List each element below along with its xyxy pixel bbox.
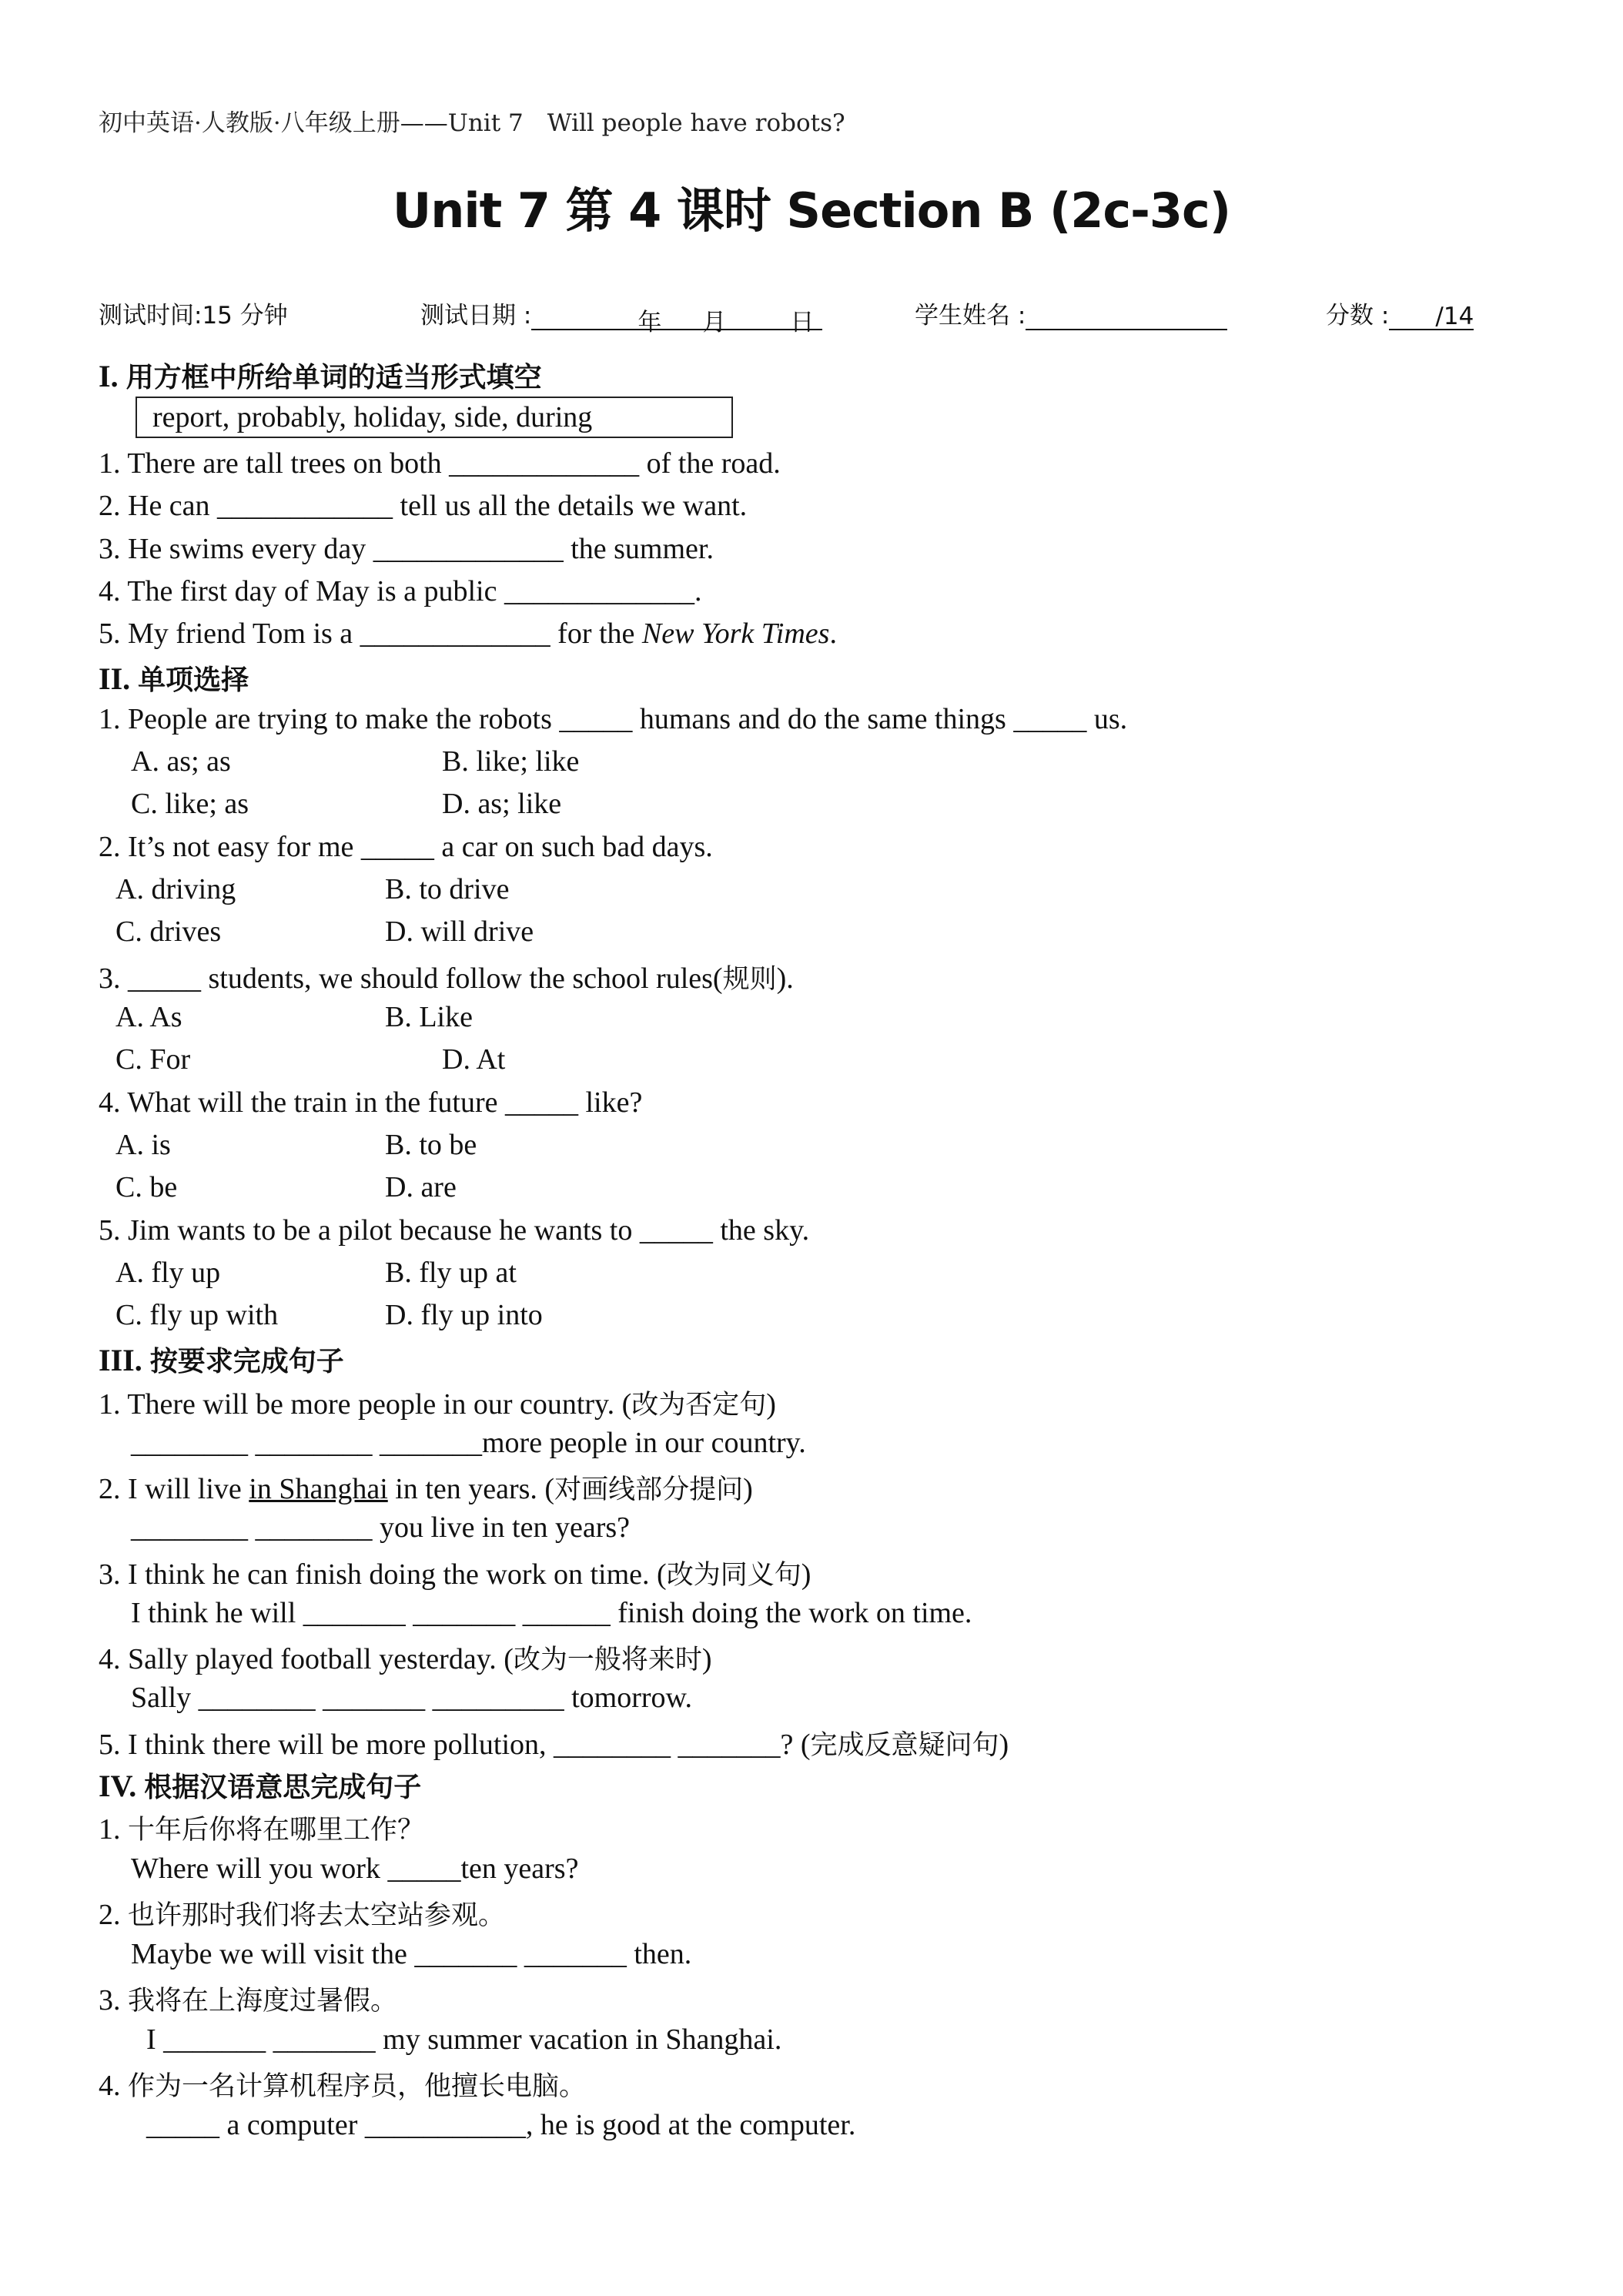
- s1-q2-blank[interactable]: ____________: [217, 490, 393, 522]
- s1-q4: [99, 574, 701, 608]
- s3-q2-post: in ten years. (: [387, 1473, 555, 1505]
- section-4-title: 根据汉语意思完成句子: [144, 1772, 422, 1803]
- s2-q3-option-d[interactable]: D. At: [442, 1043, 506, 1076]
- s3-q3-instruction: 改为同义句: [666, 1560, 801, 1591]
- score: [1326, 296, 1474, 330]
- s2-q3-option-c[interactable]: C. For: [115, 1043, 191, 1076]
- s3-q4-end: ): [701, 1643, 712, 1675]
- section-2-heading: [99, 658, 249, 698]
- s3-q4-instruction: 改为一般将来时: [513, 1645, 702, 1675]
- s1-q1-pre: 1. There are tall trees on both: [99, 447, 450, 480]
- section-3-heading: [99, 1340, 344, 1379]
- section-3-number: III.: [99, 1343, 142, 1377]
- s3-q1: [99, 1384, 776, 1422]
- s1-q3-pre: 3. He swims every day: [99, 533, 373, 565]
- s1-q4-pre: 4. The first day of May is a public: [99, 575, 504, 607]
- s4-q1-chinese: 十年后你将在哪里工作？: [128, 1815, 425, 1846]
- s1-q5-post: for the: [550, 618, 642, 650]
- year-label: 年: [637, 309, 662, 336]
- s1-q5: [99, 617, 837, 651]
- s2-q3-stem-text: 3. _____ students, we should follow the school rules(: [99, 962, 723, 995]
- s3-q3-answer[interactable]: I think he will _______ _______ ______ finish doing the work on time.: [131, 1597, 972, 1629]
- score-label: 分数 :: [1326, 302, 1390, 330]
- s2-q2-option-d[interactable]: D. will drive: [385, 915, 534, 948]
- s3-q5-text: 5. I think there will be more pollution, ________ _______? (: [99, 1729, 811, 1761]
- s4-q2-number: 2.: [99, 1899, 121, 1931]
- s1-q5-pre: 5. My friend Tom is a: [99, 618, 360, 650]
- section-1-title: 用方框中所给单词的适当形式填空: [125, 362, 542, 393]
- s1-q5-italic: New York Times: [641, 618, 830, 650]
- s4-q4-prompt: [99, 2065, 586, 2104]
- s2-q5-option-b[interactable]: B. fly up at: [385, 1257, 517, 1289]
- s1-q1-post: of the road.: [639, 447, 781, 480]
- s4-q3-chinese: 我将在上海度过暑假。: [128, 1986, 398, 2017]
- s1-q2-pre: 2. He can: [99, 490, 218, 522]
- s4-q2-prompt: [99, 1894, 505, 1933]
- s1-q5-blank[interactable]: _____________: [360, 618, 550, 650]
- s2-q3-stem-zh: 规则: [722, 964, 777, 995]
- s4-q4-answer[interactable]: _____ a computer ___________, he is good at the computer.: [146, 2109, 856, 2141]
- s4-q2-answer[interactable]: Maybe we will visit the _______ _______ then.: [131, 1938, 692, 1970]
- test-date: [420, 296, 822, 336]
- s2-q2-option-b[interactable]: B. to drive: [385, 873, 510, 905]
- s2-q2-option-c[interactable]: C. drives: [115, 915, 222, 948]
- s2-q2-option-a[interactable]: A. driving: [115, 873, 236, 905]
- s2-q2-stem: 2. It’s not easy for me _____ a car on such bad days.: [99, 831, 713, 863]
- page-header: 初中英语·人教版·八年级上册——Unit 7 Will people have robots?: [99, 109, 845, 137]
- name-field[interactable]: [1026, 303, 1227, 330]
- s4-q4-chinese: 作为一名计算机程序员，他擅长电脑。: [128, 2071, 587, 2102]
- section-2-number: II.: [99, 661, 131, 696]
- month-label: 月: [702, 309, 727, 336]
- s1-q1: [99, 447, 781, 480]
- section-1-heading: [99, 356, 542, 395]
- s2-q3-stem: [99, 958, 794, 996]
- s2-q5-stem: 5. Jim wants to be a pilot because he wants to _____ the sky.: [99, 1214, 810, 1247]
- s3-q4-answer[interactable]: Sally ________ _______ _________ tomorrow.: [131, 1682, 693, 1714]
- s4-q3-prompt: [99, 1980, 397, 2018]
- s3-q2-answer[interactable]: ________ ________ you live in ten years?: [131, 1511, 631, 1544]
- s3-q2-pre: 2. I will live: [99, 1473, 249, 1505]
- section-4-number: IV.: [99, 1769, 137, 1803]
- date-label: 测试日期 :: [420, 302, 532, 330]
- s1-q1-blank[interactable]: _____________: [449, 447, 640, 480]
- s2-q1-option-d[interactable]: D. as; like: [442, 788, 562, 820]
- score-total: /14: [1435, 303, 1474, 330]
- section-4-heading: [99, 1766, 421, 1805]
- s3-q3: [99, 1554, 811, 1592]
- s3-q1-text: 1. There will be more people in our country. (: [99, 1388, 632, 1421]
- s2-q3-option-a[interactable]: A. As: [115, 1001, 182, 1033]
- date-field[interactable]: [531, 303, 822, 336]
- s2-q4-option-a[interactable]: A. is: [115, 1129, 171, 1161]
- s1-q3-post: the summer.: [563, 533, 714, 565]
- s3-q1-end: ): [766, 1388, 776, 1421]
- s2-q4-option-d[interactable]: D. are: [385, 1171, 457, 1203]
- s3-q2-instruction: 对画线部分提问: [554, 1474, 744, 1505]
- s3-q5-end: ): [999, 1729, 1009, 1761]
- s1-q4-blank[interactable]: _____________: [504, 575, 694, 607]
- page-title: Unit 7 第 4 课时 Section B (2c-3c): [392, 182, 1231, 239]
- student-name: [915, 296, 1227, 330]
- day-label: 日: [790, 309, 815, 336]
- s2-q3-option-b[interactable]: B. Like: [385, 1001, 473, 1033]
- s4-q2-chinese: 也许那时我们将去太空站参观。: [128, 1900, 506, 1931]
- s2-q1-option-c[interactable]: C. like; as: [131, 788, 249, 820]
- s1-q2: [99, 489, 747, 523]
- section-3-title: 按要求完成句子: [149, 1346, 344, 1377]
- s2-q1-option-b[interactable]: B. like; like: [442, 745, 580, 778]
- s3-q5: [99, 1724, 1009, 1762]
- s2-q4-stem: 4. What will the train in the future _____ like?: [99, 1086, 643, 1119]
- s4-q3-number: 3.: [99, 1984, 121, 2017]
- s1-q4-post: .: [694, 575, 702, 607]
- s3-q5-instruction: 完成反意疑问句: [810, 1730, 999, 1761]
- s1-q2-post: tell us all the details we want.: [393, 490, 748, 522]
- s2-q4-option-b[interactable]: B. to be: [385, 1129, 477, 1161]
- s2-q1-stem: 1. People are trying to make the robots _____ humans and do the same things _____ us.: [99, 703, 1128, 735]
- s3-q4: [99, 1638, 712, 1677]
- test-time: 测试时间:15 分钟: [99, 302, 288, 330]
- section-2-title: 单项选择: [138, 664, 249, 696]
- s3-q3-text: 3. I think he can finish doing the work on time. (: [99, 1558, 667, 1591]
- section-1-number: I.: [99, 359, 119, 393]
- s2-q4-option-c[interactable]: C. be: [115, 1171, 178, 1203]
- s3-q2-end: ): [743, 1473, 753, 1505]
- s2-q1-option-a[interactable]: A. as; as: [131, 745, 231, 778]
- s4-q1-answer[interactable]: Where will you work _____ten years?: [131, 1853, 579, 1885]
- s3-q2-underlined: in Shanghai: [249, 1473, 388, 1505]
- s1-q3-blank[interactable]: _____________: [373, 533, 564, 565]
- s2-q5-option-a[interactable]: A. fly up: [115, 1257, 221, 1289]
- s4-q3-answer[interactable]: I _______ _______ my summer vacation in Shanghai.: [146, 2023, 782, 2056]
- s3-q2: [99, 1468, 753, 1507]
- s4-q4-number: 4.: [99, 2070, 121, 2102]
- word-box: report, probably, holiday, side, during: [136, 397, 733, 438]
- s3-q1-answer[interactable]: ________ ________ _______more people in our country.: [131, 1427, 806, 1459]
- s3-q3-end: ): [801, 1558, 812, 1591]
- s2-q5-option-c[interactable]: C. fly up with: [115, 1299, 279, 1331]
- s1-q5-end: .: [829, 618, 837, 650]
- s3-q1-instruction: 改为否定句: [631, 1390, 767, 1421]
- s4-q1-number: 1.: [99, 1813, 121, 1846]
- s4-q1-prompt: [99, 1809, 424, 1847]
- s3-q4-text: 4. Sally played football yesterday. (: [99, 1643, 514, 1675]
- s2-q5-option-d[interactable]: D. fly up into: [385, 1299, 543, 1331]
- s1-q3: [99, 532, 714, 566]
- score-field[interactable]: [1389, 303, 1474, 330]
- name-label: 学生姓名 :: [915, 302, 1026, 330]
- s2-q3-stem-end: ).: [776, 962, 794, 995]
